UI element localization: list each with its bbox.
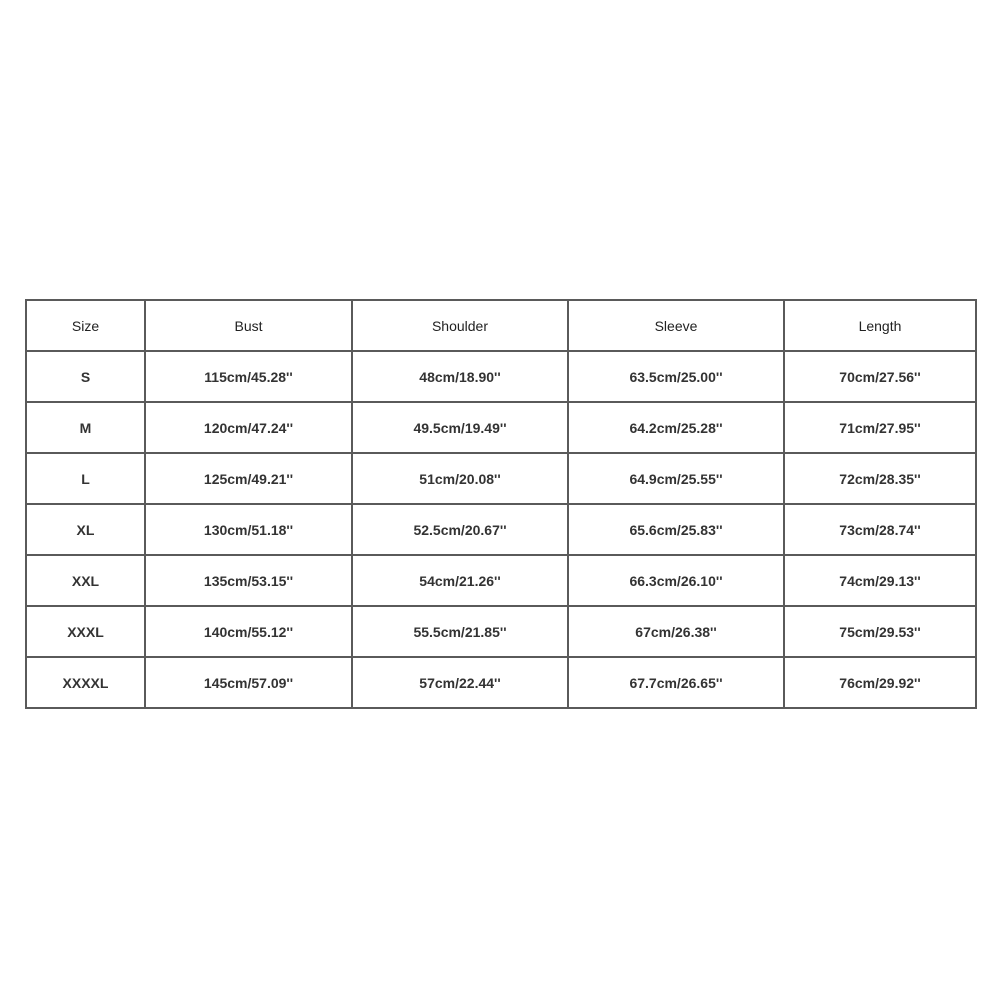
cell-length: 70cm/27.56'' — [784, 351, 976, 402]
table-row — [26, 351, 976, 402]
cell-size: XL — [26, 504, 145, 555]
header-length: Length — [784, 300, 976, 351]
cell-sleeve: 65.6cm/25.83'' — [568, 504, 784, 555]
cell-length: 73cm/28.74'' — [784, 504, 976, 555]
header-row — [26, 300, 976, 351]
cell-length: 72cm/28.35'' — [784, 453, 976, 504]
cell-bust: 140cm/55.12'' — [145, 606, 352, 657]
header-size: Size — [26, 300, 145, 351]
cell-size: S — [26, 351, 145, 402]
table-row — [26, 504, 976, 555]
cell-length: 71cm/27.95'' — [784, 402, 976, 453]
cell-sleeve: 63.5cm/25.00'' — [568, 351, 784, 402]
cell-shoulder: 48cm/18.90'' — [352, 351, 568, 402]
header-sleeve: Sleeve — [568, 300, 784, 351]
cell-sleeve: 66.3cm/26.10'' — [568, 555, 784, 606]
table-row — [26, 657, 976, 708]
cell-size: M — [26, 402, 145, 453]
cell-length: 74cm/29.13'' — [784, 555, 976, 606]
cell-bust: 135cm/53.15'' — [145, 555, 352, 606]
cell-sleeve: 67.7cm/26.65'' — [568, 657, 784, 708]
header-bust: Bust — [145, 300, 352, 351]
cell-shoulder: 52.5cm/20.67'' — [352, 504, 568, 555]
table-row — [26, 606, 976, 657]
cell-shoulder: 51cm/20.08'' — [352, 453, 568, 504]
cell-shoulder: 54cm/21.26'' — [352, 555, 568, 606]
cell-sleeve: 64.9cm/25.55'' — [568, 453, 784, 504]
cell-bust: 115cm/45.28'' — [145, 351, 352, 402]
cell-size: XXXL — [26, 606, 145, 657]
cell-sleeve: 64.2cm/25.28'' — [568, 402, 784, 453]
cell-sleeve: 67cm/26.38'' — [568, 606, 784, 657]
cell-shoulder: 55.5cm/21.85'' — [352, 606, 568, 657]
cell-bust: 130cm/51.18'' — [145, 504, 352, 555]
cell-length: 75cm/29.53'' — [784, 606, 976, 657]
cell-shoulder: 57cm/22.44'' — [352, 657, 568, 708]
cell-size: L — [26, 453, 145, 504]
table-row — [26, 453, 976, 504]
table-row — [26, 555, 976, 606]
cell-size: XXXXL — [26, 657, 145, 708]
cell-size: XXL — [26, 555, 145, 606]
cell-bust: 125cm/49.21'' — [145, 453, 352, 504]
table-row — [26, 402, 976, 453]
cell-length: 76cm/29.92'' — [784, 657, 976, 708]
cell-bust: 145cm/57.09'' — [145, 657, 352, 708]
header-shoulder: Shoulder — [352, 300, 568, 351]
cell-shoulder: 49.5cm/19.49'' — [352, 402, 568, 453]
cell-bust: 120cm/47.24'' — [145, 402, 352, 453]
size-chart-table — [25, 299, 977, 709]
